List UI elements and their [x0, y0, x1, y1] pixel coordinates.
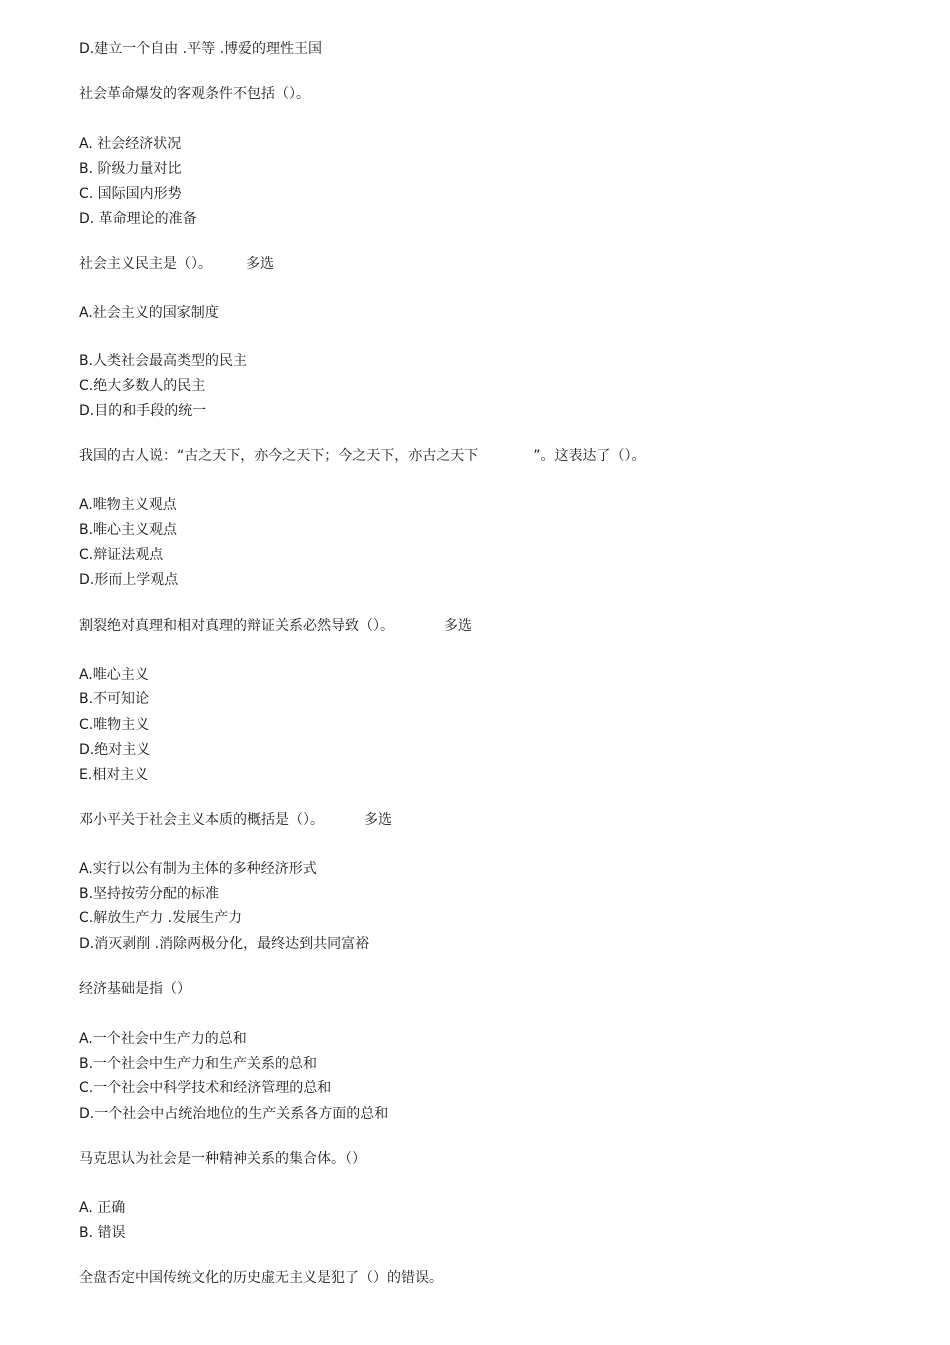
option-line: A. 正确	[79, 1200, 126, 1216]
option-line: D.消灭剥削 .消除两极分化，最终达到共同富裕	[79, 936, 370, 952]
option-line: D.形而上学观点	[79, 572, 179, 588]
question-line: 社会革命爆发的客观条件不包括（）。	[79, 86, 310, 102]
option-line: A.唯物主义观点	[79, 497, 177, 513]
question-line: 割裂绝对真理和相对真理的辩证关系必然导致（）。 多选	[79, 618, 472, 634]
option-line: C.一个社会中科学技术和经济管理的总和	[79, 1080, 332, 1096]
option-line: B.一个社会中生产力和生产关系的总和	[79, 1056, 318, 1072]
question-line: 马克思认为社会是一种精神关系的集合体。（）	[79, 1151, 366, 1167]
option-line: A.一个社会中生产力的总和	[79, 1031, 247, 1047]
option-line: D.绝对主义	[79, 742, 151, 758]
option-line: B. 错误	[79, 1225, 126, 1241]
option-line: C.辩证法观点	[79, 547, 164, 563]
option-line: A.实行以公有制为主体的多种经济形式	[79, 861, 317, 877]
option-line: B. 阶级力量对比	[79, 161, 182, 177]
option-line: D.一个社会中占统治地位的生产关系各方面的总和	[79, 1106, 389, 1122]
option-line: C.绝大多数人的民主	[79, 378, 206, 394]
multi-select-tag: 多选	[444, 618, 472, 634]
option-line: A.唯心主义	[79, 667, 149, 683]
multi-select-tag: 多选	[364, 812, 392, 828]
question-line: 社会主义民主是（）。 多选	[79, 256, 274, 272]
option-line: D. 革命理论的准备	[79, 211, 197, 227]
option-line: B.坚持按劳分配的标准	[79, 886, 220, 902]
question-line: 邓小平关于社会主义本质的概括是（）。 多选	[79, 812, 392, 828]
option-line: B.唯心主义观点	[79, 522, 178, 538]
option-line: D.建立一个自由 .平等 .博爱的理性王国	[79, 41, 323, 57]
option-line: E.相对主义	[79, 767, 149, 783]
option-line: C.解放生产力 .发展生产力	[79, 910, 243, 926]
question-tail: ”。这表达了（）。	[533, 448, 646, 464]
option-line: C.唯物主义	[79, 717, 150, 733]
option-line: A. 社会经济状况	[79, 136, 182, 152]
option-line: A.社会主义的国家制度	[79, 305, 219, 321]
question-line: 经济基础是指（）	[79, 981, 191, 997]
option-line: B.不可知论	[79, 691, 150, 707]
option-line: C. 国际国内形势	[79, 186, 182, 202]
multi-select-tag: 多选	[246, 256, 274, 272]
option-line: B.人类社会最高类型的民主	[79, 353, 248, 369]
question-line: 全盘否定中国传统文化的历史虚无主义是犯了（）的错误。	[79, 1270, 443, 1286]
option-line: D.目的和手段的统一	[79, 403, 207, 419]
question-line: 我国的古人说：“古之天下，亦今之天下；今之天下，亦古之天下 ”。这表达了（）。	[79, 448, 646, 464]
